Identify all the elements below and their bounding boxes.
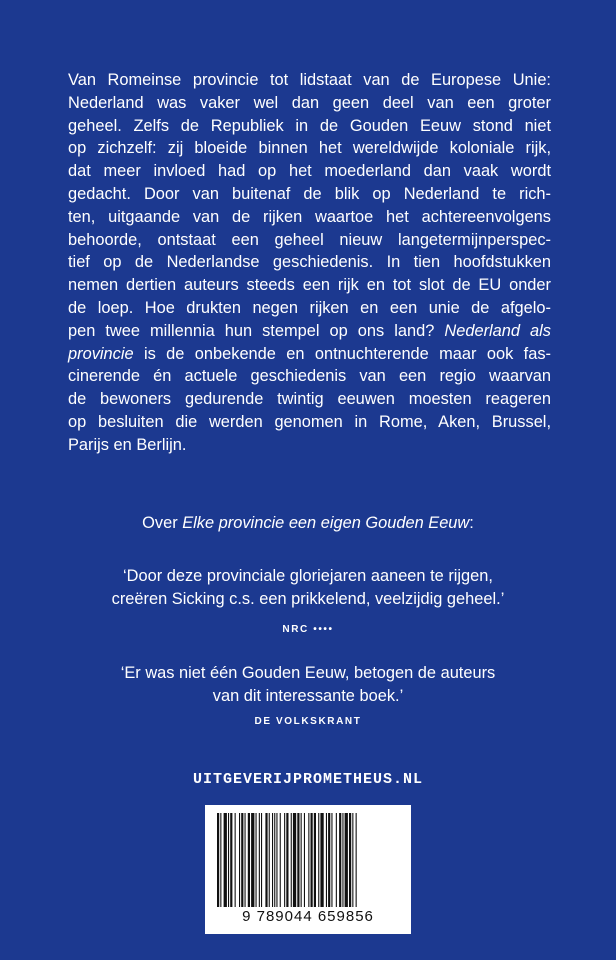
barcode-bar (352, 813, 353, 907)
barcode-bar (293, 813, 296, 907)
quote-line: ‘Door deze provinciale gloriejaren aaneen te rijgen, (123, 567, 493, 585)
barcode-bar (326, 813, 327, 907)
barcode-bar (311, 813, 313, 907)
isbn-barcode (205, 805, 411, 934)
review-source: DE VOLKSKRANT (254, 716, 362, 727)
back-cover-blurb (68, 69, 551, 457)
barcode-bar (235, 813, 236, 907)
barcode-bar (345, 813, 348, 907)
barcode-bar (342, 813, 343, 907)
blurb-line: cinerende én actuele geschiedenis van een regio waarvan (68, 367, 551, 386)
barcode-bars (217, 813, 399, 907)
blurb-line (68, 343, 551, 366)
barcode-bar (265, 813, 267, 907)
blurb-line: op besluiten die werden genomen in Rome, Aken, Brussel, (68, 412, 551, 431)
blurb-line: Van Romeinse provincie tot lidstaat van de Europese Unie: (68, 71, 551, 89)
barcode-bar (239, 813, 240, 907)
review-quote (0, 662, 616, 708)
blurb-line (68, 320, 551, 343)
blurb-line: Parijs en Berlijn. (68, 435, 187, 454)
barcode-bar (276, 813, 277, 907)
barcode-bar (336, 813, 337, 907)
barcode-bar (220, 813, 221, 907)
quote-line: van dit interessante boek.’ (212, 686, 404, 705)
blurb-line: tief op de Nederlandse geschiedenis. In tien hoofdstukken (68, 253, 551, 272)
barcode-bar (230, 813, 232, 907)
barcode-bar (356, 813, 357, 907)
barcode-bar (339, 813, 341, 907)
blurb-line: op zichzelf: zij bloeide binnen het wereldwijde koloniale rijk, (68, 139, 551, 158)
barcode-bar (228, 813, 229, 907)
barcode-bar (224, 813, 227, 907)
barcode-bar (241, 813, 243, 907)
barcode-bar (291, 813, 292, 907)
barcode-bar (297, 813, 299, 907)
barcode-bar (331, 813, 332, 907)
barcode-bar (259, 813, 260, 907)
quote-line: ‘Er was niet één Gouden Eeuw, betogen de auteurs (120, 664, 496, 682)
isbn-number: 9 789044 659856 (242, 908, 374, 925)
book-title-italic: provincie (68, 344, 134, 363)
review-intro-prefix: Over (142, 514, 183, 532)
blurb-line: nemen dertien auteurs steeds een rijk en tot slot de EU onder (68, 276, 551, 295)
book-title-italic: Nederland als (444, 321, 552, 340)
blurb-line: Nederland was vaker wel dan geen deel van een groter (68, 93, 551, 112)
review-intro (0, 512, 616, 534)
publisher-website: UITGEVERIJPROMETHEUS.NL (192, 771, 424, 788)
blurb-text: is de onbekende en ontnuchterende maar ook fas- (133, 344, 551, 363)
blurb-line: de bewoners gedurende twintig eeuwen moesten reageren (68, 390, 551, 409)
blurb-line: gedacht. Door van buitenaf de blik op Nederland te rich- (68, 184, 551, 203)
quote-line: creëren Sicking c.s. een prikkelend, veelzijdig geheel.’ (111, 589, 505, 608)
barcode-bar (251, 813, 254, 907)
barcode-bar (328, 813, 330, 907)
blurb-line: dat meer invloed had op het moederland dan vaak wordt (68, 162, 551, 181)
barcode-bar (308, 813, 309, 907)
barcode-bar (256, 813, 257, 907)
review-source: NRC •••• (282, 624, 334, 635)
barcode-bar (301, 813, 302, 907)
blurb-text: pen twee millennia hun stempel op ons land? (68, 321, 435, 340)
barcode-bar (286, 813, 288, 907)
blurb-line: de loep. Hoe drukten negen rijken en een unie de afgelo- (68, 298, 551, 317)
barcode-bar (304, 813, 305, 907)
barcode-bar (320, 813, 323, 907)
barcode-bar (217, 813, 219, 907)
barcode-bar (261, 813, 262, 907)
barcode-bar (280, 813, 281, 907)
blurb-line: geheel. Zelfs de Republiek in de Gouden Eeuw stond niet (68, 116, 551, 135)
barcode-bar (269, 813, 270, 907)
barcode-bar (284, 813, 285, 907)
barcode-bar (274, 813, 275, 907)
barcode-bar (349, 813, 351, 907)
barcode-bar (314, 813, 316, 907)
barcode-bar (272, 813, 273, 907)
blurb-line: ten, uitgaande van de rijken waartoe het achtereenvolgens (68, 207, 551, 226)
barcode-bar (318, 813, 319, 907)
blurb-line: behoorde, ontstaat een geheel nieuw langetermijnperspec- (68, 230, 551, 249)
review-quote (0, 565, 616, 611)
previous-book-title: Elke provincie een eigen Gouden Eeuw (182, 514, 470, 532)
barcode-bar (248, 813, 250, 907)
review-intro-suffix: : (469, 514, 474, 532)
barcode-bar (245, 813, 246, 907)
